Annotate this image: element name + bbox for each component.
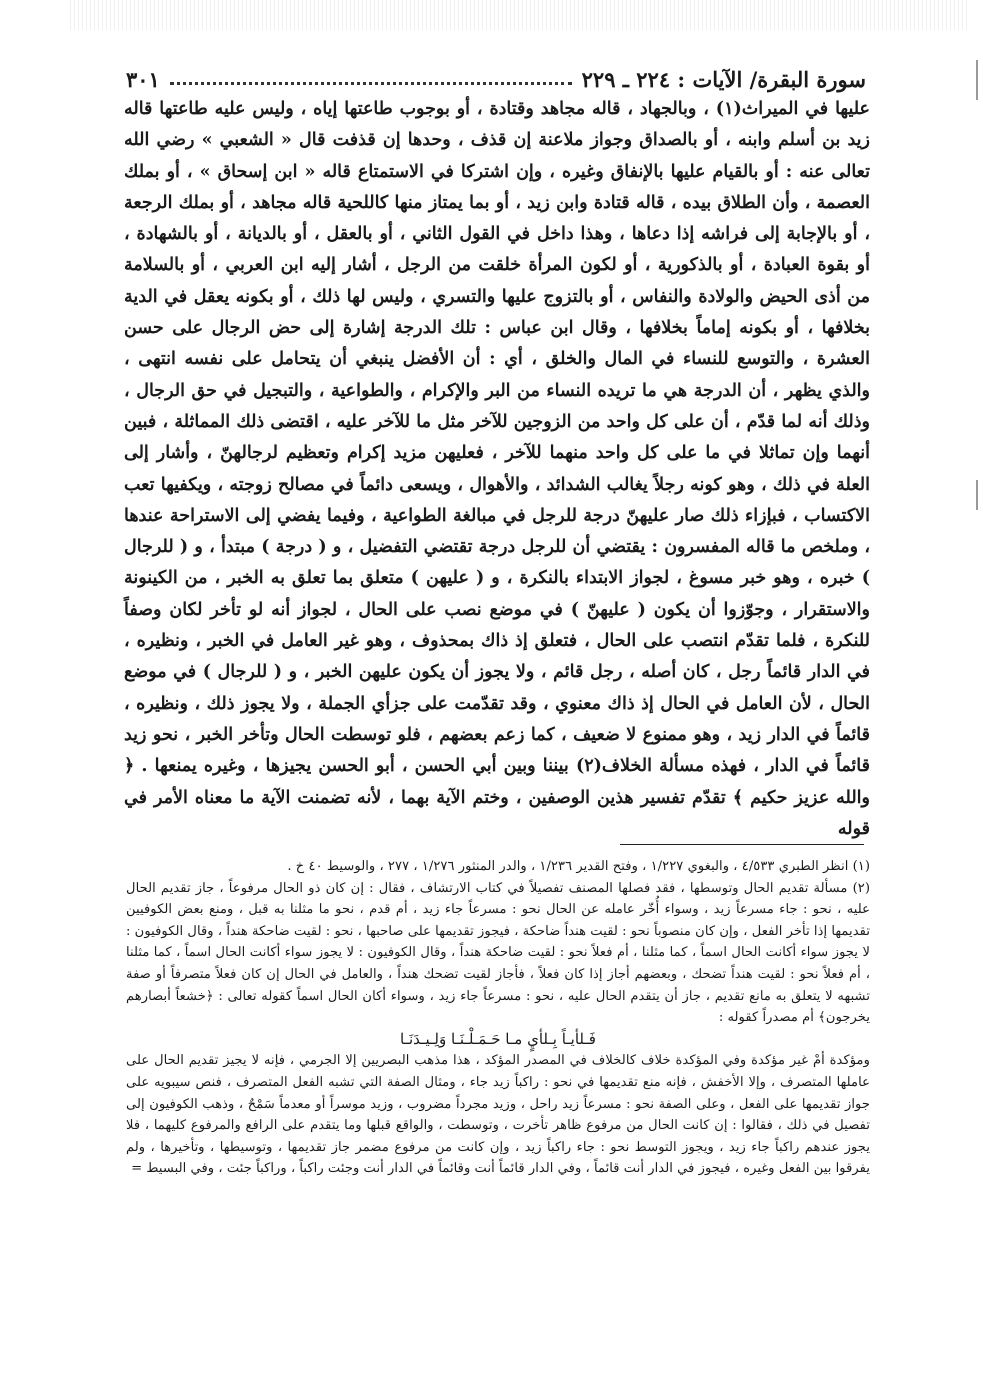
footnote-2: (٢) مسألة تقديم الحال وتوسطها ، فقد فصلها المصنف تفصيلاً في كتاب الارتشاف ، فقال : إن كان ذو الحال مرفوعاً ، جاز تقديم الحال عليه ، نحو : جاء مسرعاً زيد ، وسواء أُخّر عامله عن الحال نحو : مسرعاً جاء زيد ، أم قدم ، نحو ما مثلنا به قبل ، ومنع بعض الكوفيين تقديمها إذا تأخر الفعل ، وإن كان منصوباً نحو : لقيت هنداً ضاحكة ، فيجوز تقديمها على صاحبها ، نحو : لقيت ضاحكة هنداً ، وقال الكوفيون : لا يجوز سواء أكانت الحال اسماً ، كما مثلنا ، أم فعلاً نحو : لقيت ضاحكة هنداً ، وقال الكوفيون : لا يجوز سواء أكانت الحال اسماً ، كما مثلنا ، أم فعلاً نحو : لقيت هنداً تضحك ، وبعضهم أجاز إذا كان فعلاً ، فأجاز لقيت تضحك هنداً ، والعامل في الحال إن كان فعلاً متصرفاً أو صفة تشبهه لا يتعلق به مانع تقديم ، جاز أن يتقدم الحال عليه ، نحو : مسرعاً جاء زيد ، وسواء أكان الحال اسماً كقوله تعالى : ﴿خشعاً أبصارهم يخرجون﴾ أم مصدراً كقوله : — [126, 880, 870, 1026]
header-title: سورة البقرة/ الآيات : ٢٢٤ ـ ٢٢٩ — [581, 66, 866, 92]
footnote-verse: فَـلأيـاً بِـلأيٍ مـا حَـمَـلْـنَـا وَلِـيـدَنَـا — [400, 1029, 596, 1048]
footnote-1: (١) انظر الطبري ٤/٥٣٣ ، والبغوي ١/٢٢٧ ، وفتح القدير ١/٢٣٦ ، والدر المنثور ١/٢٧٦ ، ٢٧٧ ، والوسيط ٤٠ خ . — [287, 859, 870, 874]
running-header — [126, 62, 866, 96]
margin-mark — [976, 60, 978, 100]
footnote-rule — [620, 844, 864, 845]
body-paragraph: عليها في الميراث(١) ، وبالجهاد ، قاله مجاهد وقتادة ، أو بوجوب طاعتها إياه ، وليس عليه طاعتها قاله زيد بن أسلم وابنه ، أو بالصداق وجواز ملاعنة إن قذف ، وحدها إن قذفت قال « الشعبي » رضي الله تعالى عنه : أو بالقيام عليها بالإنفاق وغيره ، وإن اشتركا في الاستمتاع قاله « ابن إسحاق » ، أو بملك العصمة ، وأن الطلاق بيده ، قاله قتادة وابن زيد ، أو بما يمتاز منها كاللحية قاله مجاهد ، أو بملك الرجعة ، أو بالإجابة إلى فراشه إذا دعاها ، وهذا داخل في القول الثاني ، أو بالعقل ، أو بالديانة ، أو بالشهادة ، أو بقوة العبادة ، أو بالذكورية ، أو لكون المرأة خلقت من الرجل ، أشار إليه ابن العربي ، أو بالسلامة من أذى الحيض والولادة والنفاس ، أو بالتزوج عليها والتسري ، وليس لها ذلك ، أو بكونه يعقل في الدية بخلافها ، أو بكونه إماماً بخلافها ، وقال ابن عباس : تلك الدرجة إشارة إلى حض الرجال على حسن العشرة ، والتوسع للنساء في المال والخلق ، أي : أن الأفضل ينبغي أن يتحامل على نفسه انتهى ، والذي يظهر ، أن الدرجة هي ما تريده النساء من البر والإكرام ، والطواعية ، والتبجيل في حق الرجال ، وذلك أنه لما قدّم ، أن على كل واحد من الزوجين للآخر مثل ما للآخر عليه ، اقتضى ذلك المماثلة ، فبين أنهما وإن تماثلا في ما على كل واحد منهما للآخر ، فعليهن مزيد إكرام وتعظيم لرجالهنّ ، وأشار إلى العلة في ذلك ، وهو كونه رجلاً يغالب الشدائد ، والأهوال ، ويسعى دائماً في مصالح زوجته ، ويكفيها تعب الاكتساب ، فبإزاء ذلك صار عليهنّ درجة للرجل في مبالغة الطواعية ، وفيما يفضي إلى الاستراحة عندها ، وملخص ما قاله المفسرون : يقتضي أن للرجل درجة تقتضي التفضيل ، و ( درجة ) مبتدأ ، و ( للرجال ) خبره ، وهو خبر مسوغ ، لجواز الابتداء بالنكرة ، و ( عليهن ) متعلق بما تعلق به الخبر ، من الكينونة والاستقرار ، وجوّزوا أن يكون ( عليهنّ ) في موضع نصب على الحال ، لجواز أنه لو تأخر لكان وصفاً للنكرة ، فلما تقدّم انتصب على الحال ، فتعلق إذ ذاك بمحذوف ، وهو غير العامل في الخبر ، ونظيره ، في الدار قائماً رجل ، كان أصله ، رجل قائم ، ولا يجوز أن يكون عليهن الخبر ، و ( للرجال ) في موضع الحال ، لأن العامل في الحال إذ ذاك معنوي ، وقد تقدّمت على جزأي الجملة ، ولا يجوز ذلك ، ونظيره ، قائماً في الدار زيد ، وهو ممنوع لا ضعيف ، كما زعم بعضهم ، فلو توسطت الحال وتأخر الخبر ، نحو زيد قائماً في الدار ، فهذه مسألة الخلاف(٢) بيننا وبين أبي الحسن ، أبو الحسن يجيزها ، وغيره يمنعها . ﴿ والله عزيز حكيم ﴾ تقدّم تفسير هذين الوصفين ، وختم الآية بهما ، لأنه تضمنت الآية ما معناه الأمر في قوله — [124, 99, 871, 839]
scan-noise — [70, 0, 970, 30]
page-number: ٣٠١ — [126, 66, 160, 92]
main-text — [124, 94, 870, 845]
footnotes — [126, 856, 870, 1180]
footnote-2-continued: ومؤكدة أمْ غير مؤكدة وفي المؤكدة خلاف كالخلاف في المصدر المؤكد ، هذا مذهب البصريين إلا الجرمي ، فإنه لا يجيز تقديم الحال على عاملها المتصرف ، وإلا الأخفش ، فإنه منع تقديمها في نحو : راكباً زيد جاء ، ومثال الصفة التي تشبه الفعل المتصرف ، فنص سيبويه على جواز تقديمها على الفعل ، وعلى الصفة نحو : مسرعاً زيد راحل ، وزيد مجرداً مضروب ، وزيد موسراً أو معدماً سَمْحٌ ، وذهب الكوفيون إلى تفصيل في ذلك ، فقالوا : إن كانت الحال من مرفوع ظاهر تأخرت ، وتوسطت ، والواقع قبلها وما يتقدم على الرافع والمرفوع كليهما ، فلا يجوز عندهم راكباً جاء زيد ، ويجوز التوسط نحو : جاء راكباً زيد ، وإن كانت من مرفوع مضمر جاز تقديمها ، وتوسيطها ، وتأخيرها ، ولم يفرقوا بين الفعل وغيره ، فيجوز في الدار أنت قائماً ، وفي الدار قائماً أنت وقائماً في الدار أنت وجئت راكباً ، وراكباً جئت ، وفي البسيط = — [126, 1053, 870, 1177]
header-leader-dots — [170, 74, 572, 85]
margin-mark — [976, 480, 978, 510]
